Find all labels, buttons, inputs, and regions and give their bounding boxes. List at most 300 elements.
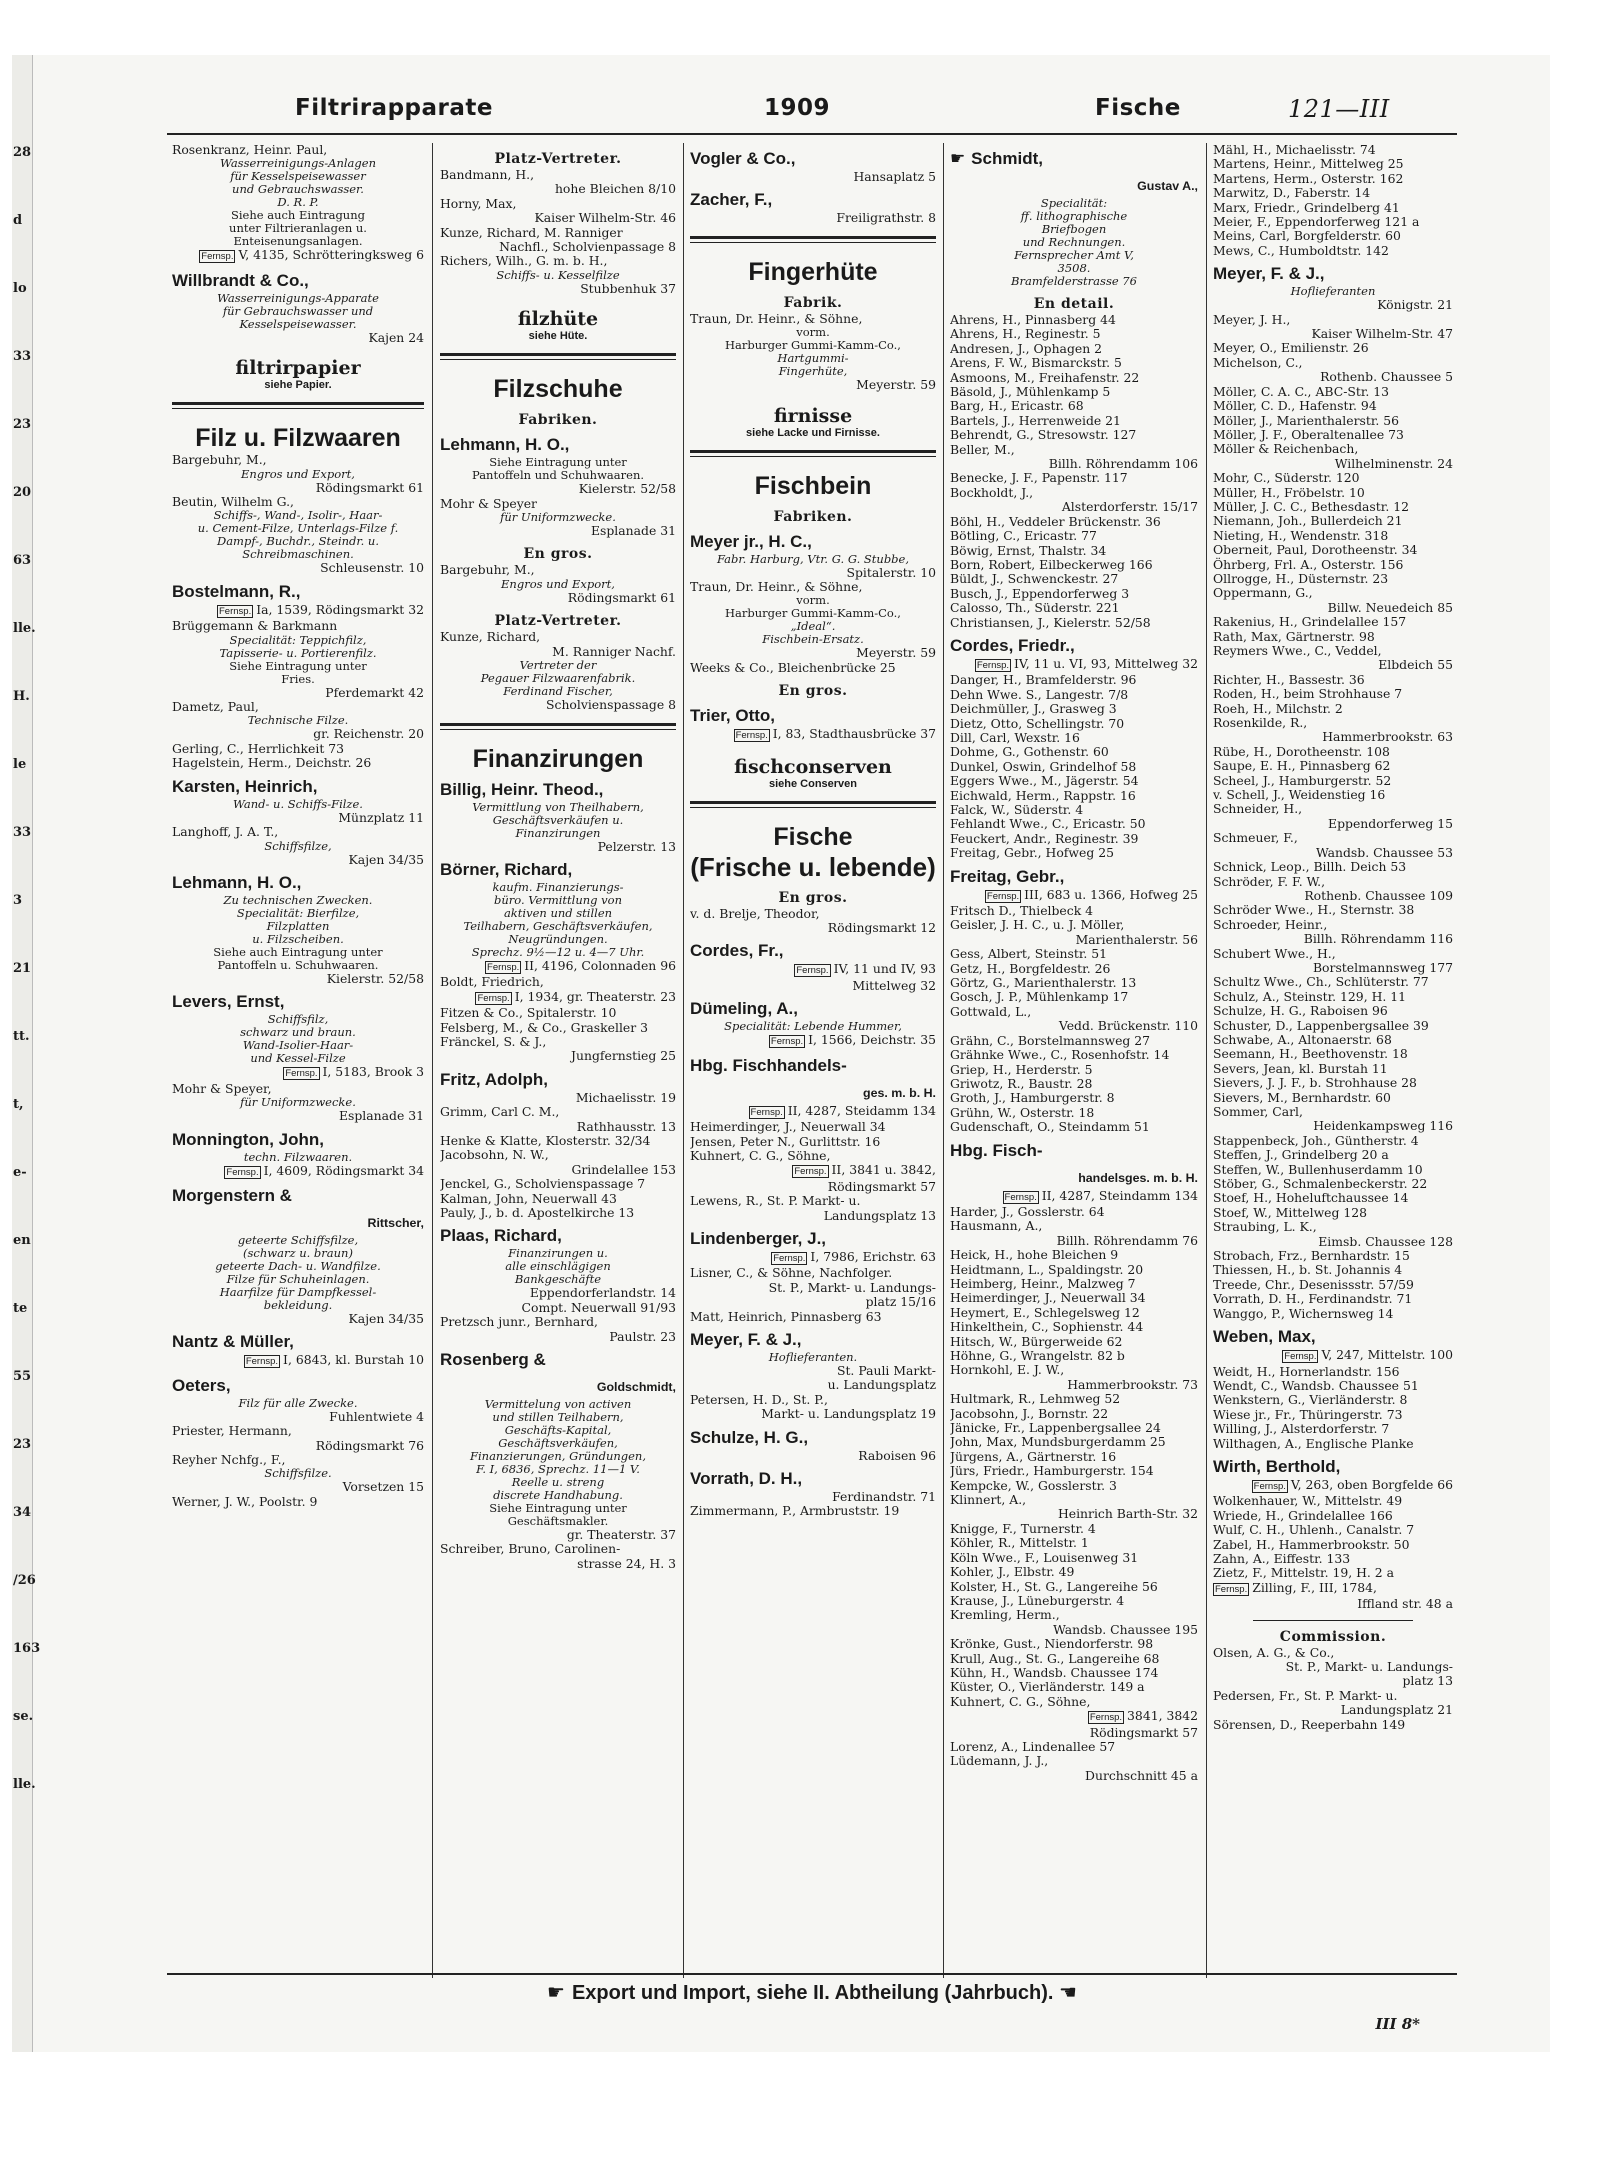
entry-text: Brüggemann & Barkmann: [172, 618, 338, 634]
entry-name: [690, 661, 936, 675]
entry-name: [950, 1637, 1198, 1651]
entry-name: [1213, 990, 1453, 1004]
entry-text: Siehe Eintragung unter: [489, 455, 627, 470]
entry-text: Krause, J., Lüneburgerstr. 4: [950, 1592, 1125, 1608]
entry-name: [950, 918, 1198, 932]
entry-name: [172, 1495, 424, 1509]
entry-description: [950, 275, 1198, 288]
entry-text: Grähnke Wwe., C., Rosenhofstr. 14: [950, 1047, 1170, 1063]
entry-text: I, 4609, Rödingsmarkt 34: [263, 1162, 424, 1178]
entry-name: [950, 832, 1198, 846]
telephone-badge: Fernsp.: [226, 1166, 259, 1178]
entry-text: v. Schell, J., Weidenstieg 16: [1213, 787, 1386, 803]
entry-address: [690, 211, 936, 225]
entry-text: Böhl, H., Veddeler Brückenstr. 36: [950, 513, 1161, 529]
entry-name: [440, 254, 676, 268]
company-name: [172, 872, 424, 894]
entry-address: [1213, 1348, 1453, 1364]
entry-address: [172, 811, 424, 825]
margin-fragment: 33: [13, 825, 32, 840]
entry-text: Dunkel, Oswin, Grindelhof 58: [950, 758, 1137, 774]
entry-name: [440, 1021, 676, 1035]
entry-name: [1213, 244, 1453, 258]
entry-text: Wolkenhauer, W., Mittelstr. 49: [1213, 1493, 1403, 1509]
entry-text: firnisse: [773, 404, 853, 427]
entry-name: [1213, 1206, 1453, 1220]
company-name: [440, 779, 676, 801]
entry-name: [1213, 1365, 1453, 1379]
entry-address: [172, 1353, 424, 1369]
telephone-badge: Fernsp.: [219, 605, 252, 617]
double-rule: [690, 450, 936, 457]
entry-text: Meyer, F. & J.,: [690, 1329, 802, 1349]
entry-text: Wand-Isolier-Haar-: [242, 1038, 354, 1053]
entry-name: [950, 1407, 1198, 1421]
entry-address: [690, 1104, 936, 1120]
entry-text: Platz-Vertreter.: [494, 613, 622, 630]
entry-text: Geschäftsverkäufen,: [498, 1436, 618, 1451]
entry-name: [950, 1479, 1198, 1493]
entry-name: [950, 1565, 1198, 1579]
entry-text: Rödingsmarkt 61: [567, 589, 676, 605]
company-name-continued: [950, 1167, 1198, 1189]
entry-text: Geschäftsverkäufen u.: [492, 812, 624, 827]
entry-text: Finanzirungen u.: [508, 1246, 608, 1261]
margin-fragment: le: [13, 757, 27, 772]
entry-name: [1213, 1249, 1453, 1263]
entry-text: Rosenberg &: [440, 1350, 546, 1370]
entry-address: [172, 853, 424, 867]
entry-name: [440, 563, 676, 577]
entry-text: Köln Wwe., F., Louisenweg 31: [950, 1549, 1139, 1565]
entry-text: Eppendorferweg 15: [1328, 815, 1453, 831]
entry-text: Durchschnitt 45 a: [1085, 1767, 1198, 1783]
entry-text: John, Max, Mundsburgerdamm 25: [950, 1434, 1166, 1450]
entry-text: Vermittlung von Theilhabern,: [472, 799, 644, 814]
entry-name: [950, 1680, 1198, 1694]
entry-text: Lisner, C., & Söhne, Nachfolger.: [690, 1265, 893, 1281]
entry-text: Fabriken.: [773, 508, 853, 525]
entry-address: [950, 657, 1198, 673]
entry-text: Meins, Carl, Borgfelderstr. 60: [1213, 228, 1401, 244]
entry-text: Ia, 1539, Rödingsmarkt 32: [256, 601, 424, 617]
entry-text: gr. Theaterstr. 37: [566, 1527, 676, 1543]
entry-text: Cordes, Fr.,: [690, 941, 784, 961]
entry-text: Kaiser Wilhelm-Str. 47: [1311, 326, 1453, 342]
entry-text: Lehmann, H. O.,: [172, 872, 302, 892]
entry-address: [172, 1439, 424, 1453]
margin-fragment: lle.: [13, 621, 36, 636]
entry-name: [1213, 1091, 1453, 1105]
entry-name: [950, 745, 1198, 759]
margin-fragment: se.: [13, 1709, 34, 1724]
entry-text: Kuhnert, C. G., Söhne,: [950, 1693, 1091, 1709]
entry-address: [440, 1163, 676, 1177]
entry-name: [1213, 1646, 1453, 1660]
entry-name: [950, 789, 1198, 803]
section-heading: [172, 423, 424, 453]
entry-text: Michelson, C.,: [1213, 354, 1303, 370]
entry-name: [1213, 774, 1453, 788]
entry-text: V, 247, Mittelstr. 100: [1321, 1347, 1453, 1363]
entry-text: Rothenb. Chaussee 109: [1304, 887, 1453, 903]
margin-fragment: en: [13, 1233, 31, 1248]
entry-text: u. Landungsplatz: [827, 1377, 936, 1393]
entry-name: [1213, 157, 1453, 171]
entry-text: Specialität: Bierfilze,: [236, 905, 360, 920]
entry-text: II, 4287, Steindamm 134: [1041, 1187, 1198, 1203]
entry-text: Wanggo, P., Wichernsweg 14: [1213, 1305, 1394, 1321]
entry-text: Wriede, H., Grindelallee 166: [1213, 1507, 1393, 1523]
entry-text: Pantoffeln u. Schuhwaaren.: [217, 957, 379, 972]
entry-text: II, 4196, Colonnaden 96: [524, 957, 676, 973]
entry-name: [1213, 1581, 1453, 1597]
entry-text: Kajen 34/35: [348, 1310, 424, 1326]
company-name: [172, 1375, 424, 1397]
company-name: [440, 1349, 676, 1371]
entry-text: Mähl, H., Michaelisstr. 74: [1213, 143, 1376, 157]
entry-text: Büldt, J., Schwenckestr. 27: [950, 571, 1119, 587]
entry-name: [1213, 975, 1453, 989]
entry-address: [1213, 658, 1453, 672]
entry-name: [440, 1006, 676, 1020]
entry-text: Grimm, Carl C. M.,: [440, 1104, 560, 1120]
entry-address: [440, 591, 676, 605]
entry-name: [950, 1450, 1198, 1464]
entry-text: Sievers, M., Bernhardstr. 60: [1213, 1089, 1391, 1105]
entry-name: [1213, 1163, 1453, 1177]
entry-text: Feuckert, Andr., Reginestr. 39: [950, 830, 1139, 846]
entry-name: [1213, 1307, 1453, 1321]
entry-text: Siehe auch Eintragung: [231, 208, 365, 223]
entry-text: Rödingsmarkt 12: [827, 920, 936, 936]
company-name: [440, 1069, 676, 1091]
entry-name: [950, 1522, 1198, 1536]
column-divider: [1206, 143, 1207, 1978]
margin-fragment: 63: [13, 553, 32, 568]
margin-fragment: 34: [13, 1505, 32, 1520]
entry-text: Stoef, W., Mittelweg 128: [1213, 1204, 1368, 1220]
company-name: [690, 705, 936, 727]
entry-text: Pauly, J., b. d. Apostelkirche 13: [440, 1205, 635, 1220]
entry-name: [950, 572, 1198, 586]
entry-name: [950, 1580, 1198, 1594]
entry-name: [1213, 215, 1453, 229]
entry-name: [950, 414, 1198, 428]
entry-text: Fernsprecher Amt V,: [1014, 248, 1134, 262]
entry-address: [440, 1528, 676, 1542]
entry-name: [440, 497, 676, 511]
entry-text: 3841, 3842: [1127, 1708, 1198, 1724]
entry-text: Münzplatz 11: [338, 809, 424, 825]
entry-text: Roeh, H., Milchstr. 2: [1213, 700, 1343, 716]
entry-name: [950, 1435, 1198, 1449]
entry-name: [950, 1034, 1198, 1048]
entry-name: [1213, 500, 1453, 514]
company-name: [440, 434, 676, 456]
company-name-continued: [440, 1376, 676, 1398]
entry-name: [1213, 1033, 1453, 1047]
entry-text: Schuster, D., Lappenbergsallee 39: [1213, 1017, 1429, 1033]
entry-name: [1213, 543, 1453, 557]
column-divider: [683, 143, 684, 1978]
entry-text: Heymert, E., Schlegelsweg 12: [950, 1304, 1140, 1320]
entry-name: [440, 630, 676, 644]
company-name: [172, 581, 424, 603]
company-name: [690, 1427, 936, 1449]
section-heading: [690, 822, 936, 852]
entry-text: Vorsetzen 15: [342, 1479, 424, 1495]
telephone-badge: Fernsp.: [477, 992, 510, 1004]
entry-name: [1213, 172, 1453, 186]
telephone-badge: Fernsp.: [245, 1356, 279, 1368]
entry-name: [950, 616, 1198, 630]
entry-text: Vogler & Co.,: [690, 149, 796, 168]
entry-text: Zimmermann, P., Armbruststr. 19: [690, 1503, 900, 1519]
entry-text: Borstelmannsweg 177: [1312, 959, 1453, 975]
entry-name: [1213, 1076, 1453, 1090]
entry-text: Falck, W., Süderstr. 4: [950, 802, 1084, 817]
entry-address: [1213, 1674, 1453, 1688]
entry-text: vorm.: [796, 593, 830, 608]
margin-fragment: lo: [13, 281, 27, 296]
entry-text: Stubbenhuk 37: [580, 280, 676, 296]
entry-name: [950, 1091, 1198, 1105]
company-name: [950, 635, 1198, 657]
entry-name: [950, 356, 1198, 370]
entry-text: Jürgens, A., Gärtnerstr. 16: [950, 1448, 1117, 1464]
entry-text: Meyerstr. 59: [856, 645, 936, 661]
entry-name: [1213, 201, 1453, 215]
entry-address: [1213, 889, 1453, 903]
entry-name: [1213, 1408, 1453, 1422]
section-heading: [690, 257, 936, 287]
entry-text: Heick, H., hohe Bleichen 9: [950, 1247, 1119, 1263]
subsection-heading: [440, 613, 676, 630]
entry-name: [440, 975, 676, 989]
entry-name: [440, 226, 676, 240]
entry-address: [690, 378, 936, 392]
margin-fragment: 55: [13, 1369, 32, 1384]
previous-page-edge: [12, 55, 41, 2052]
telephone-badge: Fernsp.: [1253, 1480, 1286, 1492]
entry-text: IV, 11 u. VI, 93, Mittelweg 32: [1014, 655, 1198, 671]
cross-reference-heading: [172, 357, 424, 379]
entry-text: Commission.: [1279, 1628, 1387, 1645]
entry-text: Fabrik.: [783, 294, 843, 311]
entry-name: [1213, 586, 1453, 600]
entry-text: I, 1566, Deichstr. 35: [808, 1032, 936, 1048]
column-1: [172, 143, 424, 1973]
entry-name: [1213, 356, 1453, 370]
entry-text: Schiffsfilz,: [267, 1012, 329, 1027]
entry-text: Griep, H., Herderstr. 5: [950, 1061, 1093, 1077]
entry-text: Hansaplatz 5: [853, 169, 936, 184]
entry-text: Kempcke, W., Gosslerstr. 3: [950, 1477, 1117, 1493]
entry-text: Landungsplatz 21: [1340, 1702, 1453, 1718]
entry-text: En gros.: [778, 889, 848, 906]
entry-address: [172, 331, 424, 345]
entry-name: [1213, 1393, 1453, 1407]
company-name-continued: [690, 1082, 936, 1104]
entry-text: Rakenius, H., Grindelallee 157: [1213, 614, 1407, 630]
entry-text: Wendt, C., Wandsb. Chaussee 51: [1213, 1377, 1419, 1393]
running-head-year: 1909: [764, 95, 831, 121]
entry-address: [950, 888, 1198, 904]
entry-name: [950, 313, 1198, 327]
entry-text: Rathhausstr. 13: [576, 1118, 676, 1134]
entry-address: [172, 686, 424, 700]
entry-text: III, 683 u. 1366, Hofweg 25: [1024, 886, 1198, 902]
entry-name: [950, 1608, 1198, 1622]
entry-address: [1213, 327, 1453, 341]
entry-text: Kuhnert, C. G., Söhne,: [690, 1147, 831, 1163]
entry-text: Saupe, E. H., Pinnasberg 62: [1213, 758, 1391, 774]
entry-text: Bankgeschäfte: [514, 1272, 602, 1287]
entry-address: [440, 1301, 676, 1315]
margin-fragment: 28: [13, 145, 32, 160]
entry-text: Heinrich Barth-Str. 32: [1057, 1506, 1198, 1522]
entry-name: [950, 1063, 1198, 1077]
margin-fragment: 3: [13, 893, 23, 908]
separator-rule: [1253, 1620, 1413, 1621]
entry-address: [1213, 817, 1453, 831]
entry-text: Reymers Wwe., C., Veddel,: [1213, 643, 1382, 658]
entry-text: Pferdemarkt 42: [325, 684, 424, 700]
entry-text: Pegauer Filzwaarenfabrik.: [480, 671, 636, 686]
entry-text: Hbg. Fisch-: [950, 1140, 1043, 1160]
entry-text: Küster, O., Vierländerstr. 149 a: [950, 1679, 1145, 1695]
entry-address: [690, 1407, 936, 1421]
entry-text: Oeters,: [172, 1375, 231, 1395]
entry-text: Marwitz, D., Faberstr. 14: [1213, 185, 1371, 201]
entry-text: Reyher Nchfg., F.,: [172, 1451, 286, 1467]
entry-text: Sprechz. 9½—12 u. 4—7 Uhr.: [471, 944, 645, 959]
entry-text: Calosso, Th., Süderstr. 221: [950, 600, 1120, 616]
entry-address: [690, 1163, 936, 1179]
entry-text: Ferdinand Fischer,: [503, 684, 613, 699]
entry-text: Deichmüller, J., Grasweg 3: [950, 701, 1117, 717]
entry-text: Bargebuhr, M.,: [172, 452, 267, 468]
entry-name: [950, 1695, 1198, 1709]
telephone-badge: Fernsp.: [735, 730, 768, 742]
subsection-heading: [440, 151, 676, 168]
entry-name: [950, 817, 1198, 831]
entry-text: Schmeuer, F.,: [1213, 830, 1298, 846]
entry-text: Hoflieferanten: [1290, 284, 1376, 299]
entry-text: platz 13: [1402, 1673, 1453, 1689]
margin-fragment: 163: [13, 1641, 41, 1656]
cross-reference-heading: [440, 308, 676, 330]
entry-text: Gudenschaft, O., Steindamm 51: [950, 1119, 1150, 1135]
entry-text: Bäsold, J., Mühlenkamp 5: [950, 384, 1111, 400]
entry-name: [1213, 399, 1453, 413]
entry-text: Wenkstern, G., Vierländerstr. 8: [1213, 1392, 1408, 1408]
entry-text: Rath, Max, Gärtnerstr. 98: [1213, 628, 1375, 644]
company-name: [690, 189, 936, 211]
entry-text: Knigge, F., Turnerstr. 4: [950, 1520, 1096, 1536]
entry-text: Billh. Röhrendamm 76: [1056, 1232, 1198, 1248]
entry-name: [1213, 1004, 1453, 1018]
entry-text: Hartgummi-: [777, 351, 849, 366]
entry-text: Heimberg, Heinr., Malzweg 7: [950, 1275, 1136, 1291]
entry-text: strasse 24, H. 3: [577, 1555, 676, 1571]
entry-text: Vermittelung von activen: [484, 1397, 632, 1412]
page-number: 121—III: [1288, 95, 1390, 123]
entry-text: techn. Filzwaaren.: [243, 1149, 353, 1164]
entry-text: Schroeder, Heinr.,: [1213, 916, 1328, 932]
entry-text: Billh. Röhrendamm 106: [1048, 456, 1198, 472]
entry-name: [1213, 1494, 1453, 1508]
entry-text: Kolster, H., St. G., Langereihe 56: [950, 1578, 1158, 1594]
entry-text: Schulze, H. G., Raboisen 96: [1213, 1003, 1388, 1019]
entry-text: Compt. Neuerwall 91/93: [521, 1299, 676, 1315]
entry-text: St. P., Markt- u. Landungs-: [768, 1279, 936, 1295]
entry-text: Harburger Gummi-Kamm-Co.,: [725, 338, 901, 353]
entry-text: Priester, Hermann,: [172, 1423, 292, 1439]
entry-address: [440, 698, 676, 712]
telephone-badge: Fernsp.: [976, 659, 1010, 671]
entry-text: Rödingsmarkt 57: [827, 1178, 936, 1194]
entry-name: [950, 760, 1198, 774]
entry-text: Gess, Albert, Steinstr. 51: [950, 946, 1108, 962]
entry-text: Fritz, Adolph,: [440, 1069, 548, 1089]
entry-text: Geisler, J. H. C., u. J. Möller,: [950, 917, 1125, 933]
entry-address: [440, 990, 676, 1006]
entry-text: bekleidung.: [263, 1297, 333, 1312]
entry-address: [440, 282, 676, 296]
entry-text: Dampf-, Buchdr., Steindr. u.: [216, 534, 379, 549]
entry-text: Sievers, J. J. F., b. Strohhause 28: [1213, 1075, 1417, 1091]
entry-text: Mohr, C., Süderstr. 120: [1213, 470, 1360, 486]
entry-text: Griwotz, R., Baustr. 28: [950, 1075, 1093, 1091]
entry-text: Kielerstr. 52/58: [578, 481, 676, 497]
entry-text: Enteisenungsanlagen.: [233, 234, 363, 249]
entry-text: Finanzierungen, Gründungen,: [470, 1449, 646, 1464]
entry-name: [950, 1754, 1198, 1768]
entry-name: [1213, 1134, 1453, 1148]
entry-name: [950, 990, 1198, 1004]
entry-name: [1213, 1263, 1453, 1277]
entry-text: für Kesselspeisewasser: [230, 169, 366, 184]
entry-text: D. R. P.: [277, 195, 319, 210]
entry-name: [950, 1421, 1198, 1435]
entry-text: St. P., Markt- u. Landungs-: [1285, 1659, 1453, 1674]
margin-fragment: lle.: [13, 1777, 36, 1792]
entry-text: Hammerbrookstr. 63: [1322, 729, 1453, 745]
entry-text: F. I, 6836, Sprechz. 11—1 V.: [476, 1462, 640, 1477]
entry-text: v. d. Brelje, Theodor,: [690, 905, 820, 921]
column-2: [440, 143, 676, 1973]
running-head-left: Filtrirapparate: [295, 95, 493, 121]
entry-text: Hoflieferanten.: [768, 1349, 858, 1364]
entry-text: Nachfl., Scholvienpassage 8: [499, 239, 676, 255]
entry-text: Hausmann, A.,: [950, 1218, 1043, 1234]
entry-text: Hagelstein, Herm., Deichstr. 26: [172, 755, 372, 771]
entry-name: [950, 1464, 1198, 1478]
entry-text: Stoef, H., Hoheluftchaussee 14: [1213, 1190, 1409, 1206]
entry-text: Gottwald, L.,: [950, 1003, 1032, 1019]
entry-name: [1213, 702, 1453, 716]
entry-address: [172, 1065, 424, 1081]
entry-text: siehe Papier.: [264, 379, 332, 392]
entry-text: Meyer, F. & J.,: [1213, 264, 1325, 284]
entry-text: Cordes, Friedr.,: [950, 635, 1075, 655]
entry-text: Zabel, H., Hammerbrookstr. 50: [1213, 1536, 1410, 1552]
entry-name: [440, 168, 676, 182]
entry-address: [440, 524, 676, 538]
entry-text: Hammerbrookstr. 73: [1067, 1376, 1198, 1392]
